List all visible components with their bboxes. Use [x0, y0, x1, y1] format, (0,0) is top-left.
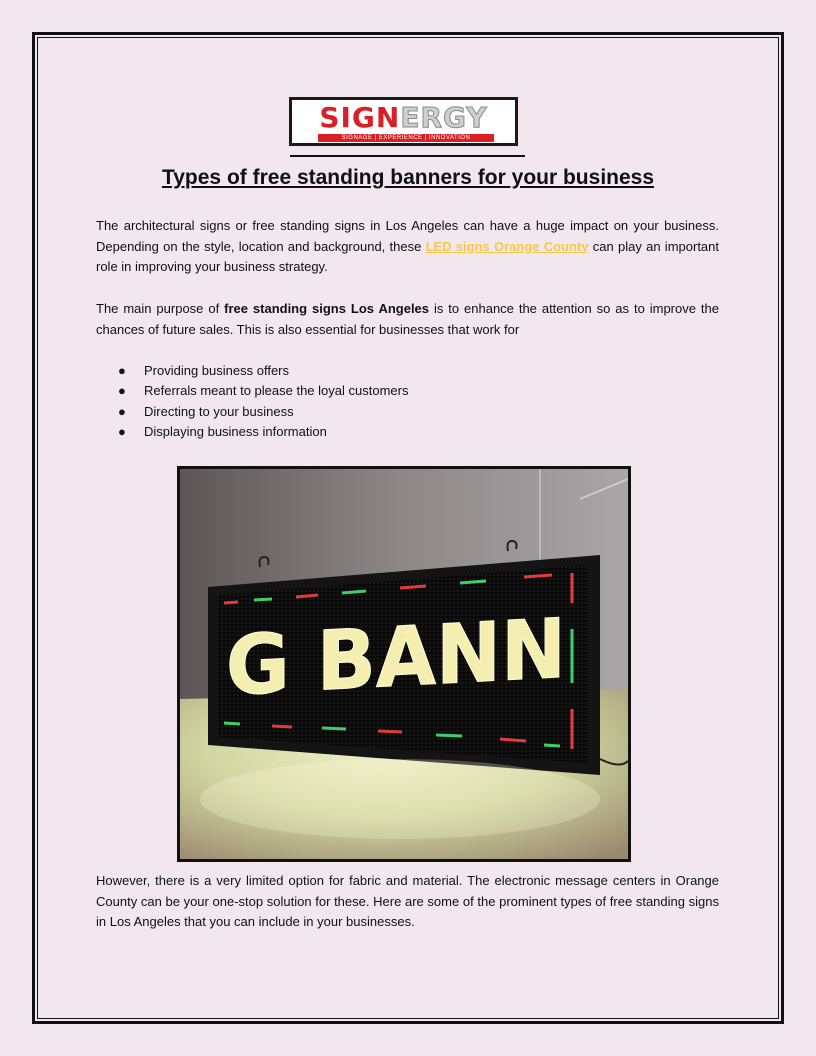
logo-tagline: SIGNAGE | EXPERIENCE | INNOVATION	[318, 134, 494, 142]
logo-part-red: SIGN	[319, 101, 401, 134]
paragraph-purpose	[96, 299, 719, 340]
list-item: ● Referrals meant to please the loyal customers	[118, 383, 409, 398]
intro-text-end: can play an important role in improving your business strategy.	[96, 238, 720, 274]
logo-part-grey: ERGY	[400, 101, 488, 134]
led-sign-photo	[177, 466, 631, 862]
purpose-text-start: The main purpose of	[96, 301, 225, 316]
list-item: ● Providing business offers	[118, 363, 290, 378]
list-item: ● Directing to your business	[118, 404, 294, 419]
list-item-text: Displaying business information	[144, 424, 327, 439]
intro-text-start: The architectural signs or free standing signs in Los Angeles can have a huge impact on your business. Depending on the style, location and background, these	[96, 218, 719, 254]
purpose-text-end: is to enhance the attention so as to improve the chances of future sales. This is also essential for businesses that work for	[96, 301, 719, 337]
list-item-text: Providing business offers	[144, 363, 290, 378]
sign-led-text: G BANN	[226, 600, 586, 715]
logo-divider	[290, 155, 525, 157]
page-title: Types of free standing banners for your business	[161, 166, 655, 189]
list-item-text: Directing to your business	[144, 404, 294, 419]
list-item: ● Displaying business information	[118, 424, 327, 439]
paragraph-intro	[96, 216, 719, 278]
list-item-text: Referrals meant to please the loyal customers	[144, 383, 409, 398]
logo-wordmark	[292, 102, 515, 134]
purpose-bold-keyword: free standing signs Los Angeles	[224, 301, 430, 316]
led-signs-link[interactable]: LED signs Orange County	[425, 238, 589, 254]
paragraph-conclusion: However, there is a very limited option for fabric and material. The electronic message centers in Orange County can be your one-stop solution for these. Here are some of the prominent types of free standing signs in Los Angeles that you can include in your businesses.	[96, 873, 719, 929]
signergy-logo	[289, 97, 518, 146]
